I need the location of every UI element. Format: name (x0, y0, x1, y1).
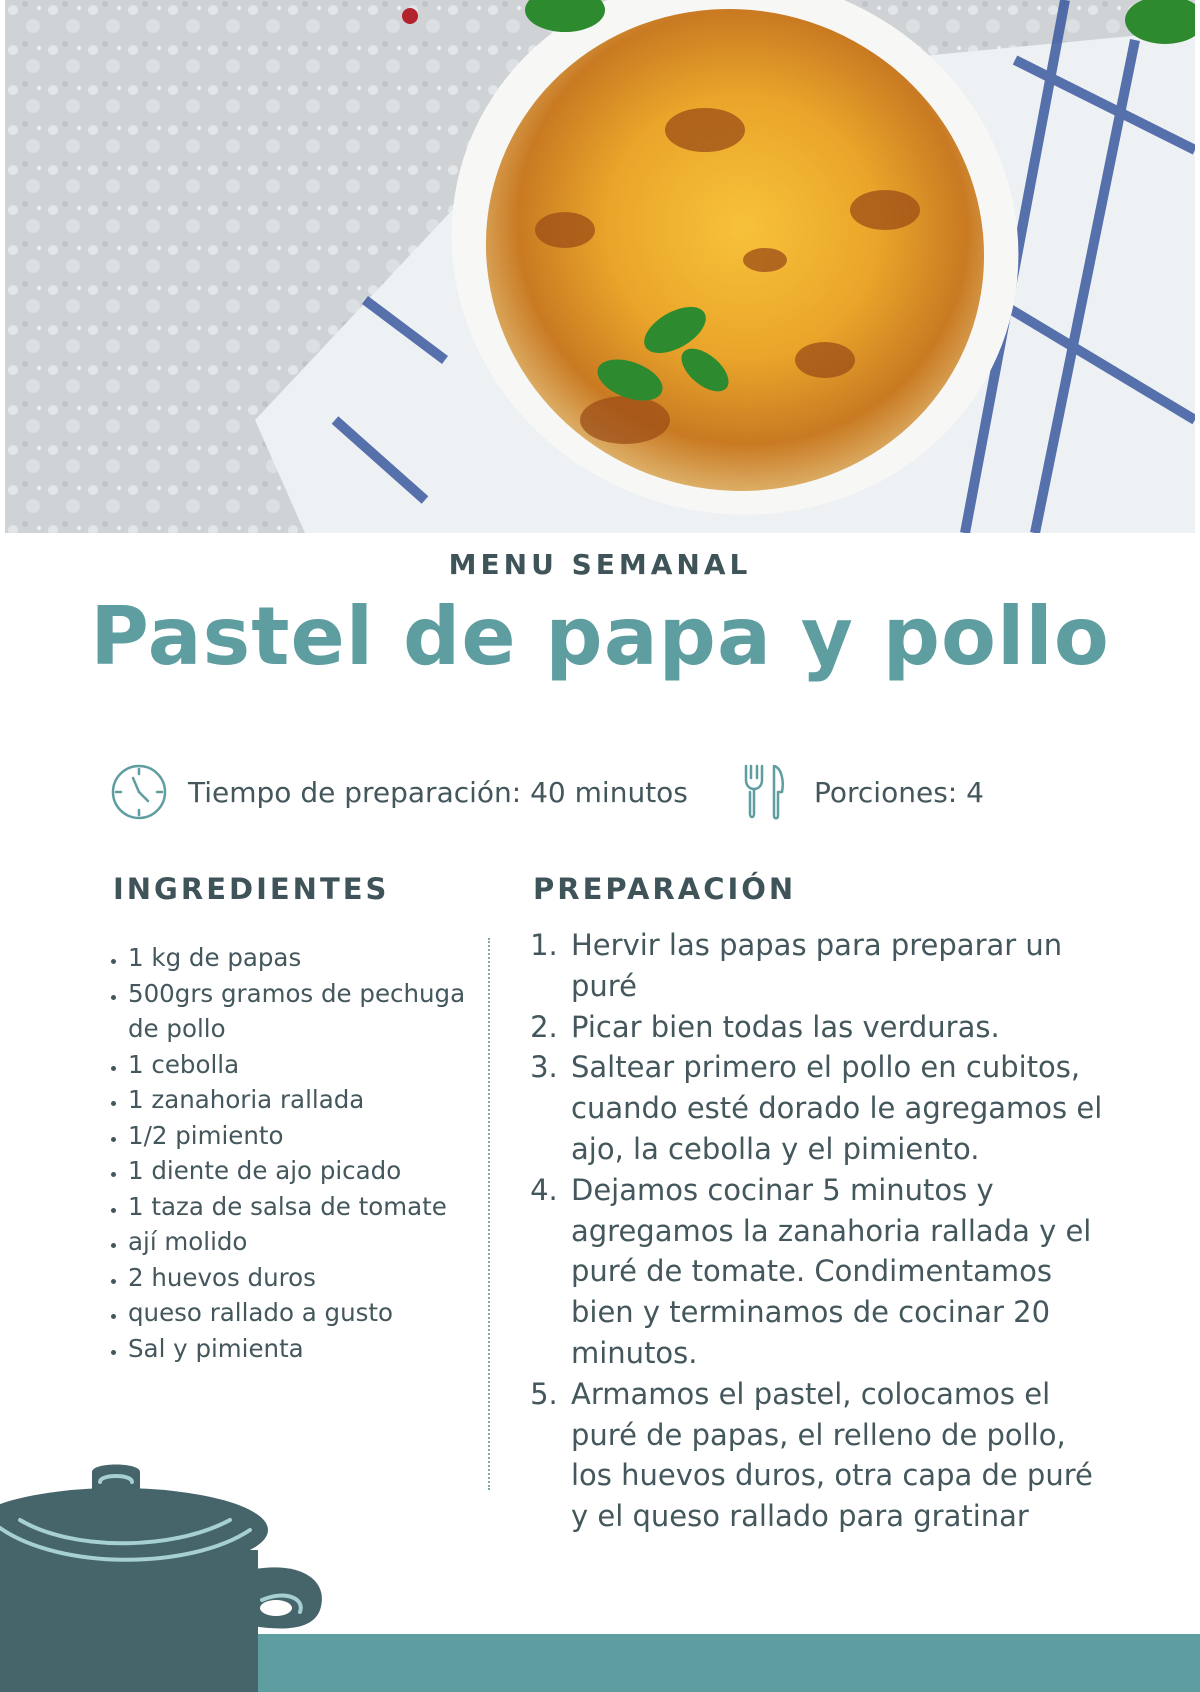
list-item: • 2 huevos duros (128, 1260, 488, 1296)
list-item: • Sal y pimienta (128, 1331, 488, 1367)
fork-knife-icon (742, 762, 790, 822)
portions-text: Porciones: 4 (814, 775, 984, 809)
list-item: • ají molido (128, 1224, 488, 1260)
portions (742, 760, 984, 824)
preparation-heading: PREPARACIÓN (533, 872, 797, 906)
list-item: • queso rallado a gusto (128, 1295, 488, 1331)
cooking-pot-icon (0, 1460, 330, 1692)
ingredients-list (96, 940, 488, 1366)
step-item: 5. Armamos el pastel, colocamos el puré de papas, el relleno de pollo, los huevos duros, otra capa de puré y el queso rallado para gratinar (567, 1374, 1107, 1537)
preparation-steps (537, 925, 1107, 1537)
list-item: • 1 zanahoria rallada (128, 1082, 488, 1118)
prep-time (110, 760, 688, 824)
footer-band (230, 1634, 1200, 1692)
prep-time-text: Tiempo de preparación: 40 minutos (188, 775, 688, 809)
list-item: • 1 cebolla (128, 1047, 488, 1083)
hero-image (5, 0, 1195, 533)
clock-icon (110, 763, 168, 821)
step-item: 4. Dejamos cocinar 5 minutos y agregamos la zanahoria rallada y el puré de tomate. Condimentamos bien y terminamos de cocinar 20 minutos. (567, 1170, 1107, 1374)
step-item: 1. Hervir las papas para preparar un puré (567, 925, 1107, 1007)
step-item: 2. Picar bien todas las verduras. (567, 1007, 1107, 1048)
column-divider (488, 938, 490, 1490)
list-item: • 500grs gramos de pechuga de pollo (128, 976, 488, 1047)
recipe-title: Pastel de papa y pollo (90, 590, 1110, 683)
list-item: • 1 diente de ajo picado (128, 1153, 488, 1189)
ingredients-heading: INGREDIENTES (113, 872, 390, 906)
list-item: • 1 kg de papas (128, 940, 488, 976)
step-item: 3. Saltear primero el pollo en cubitos, cuando esté dorado le agregamos el ajo, la cebolla y el pimiento. (567, 1047, 1107, 1169)
list-item: • 1 taza de salsa de tomate (128, 1189, 488, 1225)
list-item: • 1/2 pimiento (128, 1118, 488, 1154)
menu-kicker: MENU SEMANAL (448, 548, 752, 581)
